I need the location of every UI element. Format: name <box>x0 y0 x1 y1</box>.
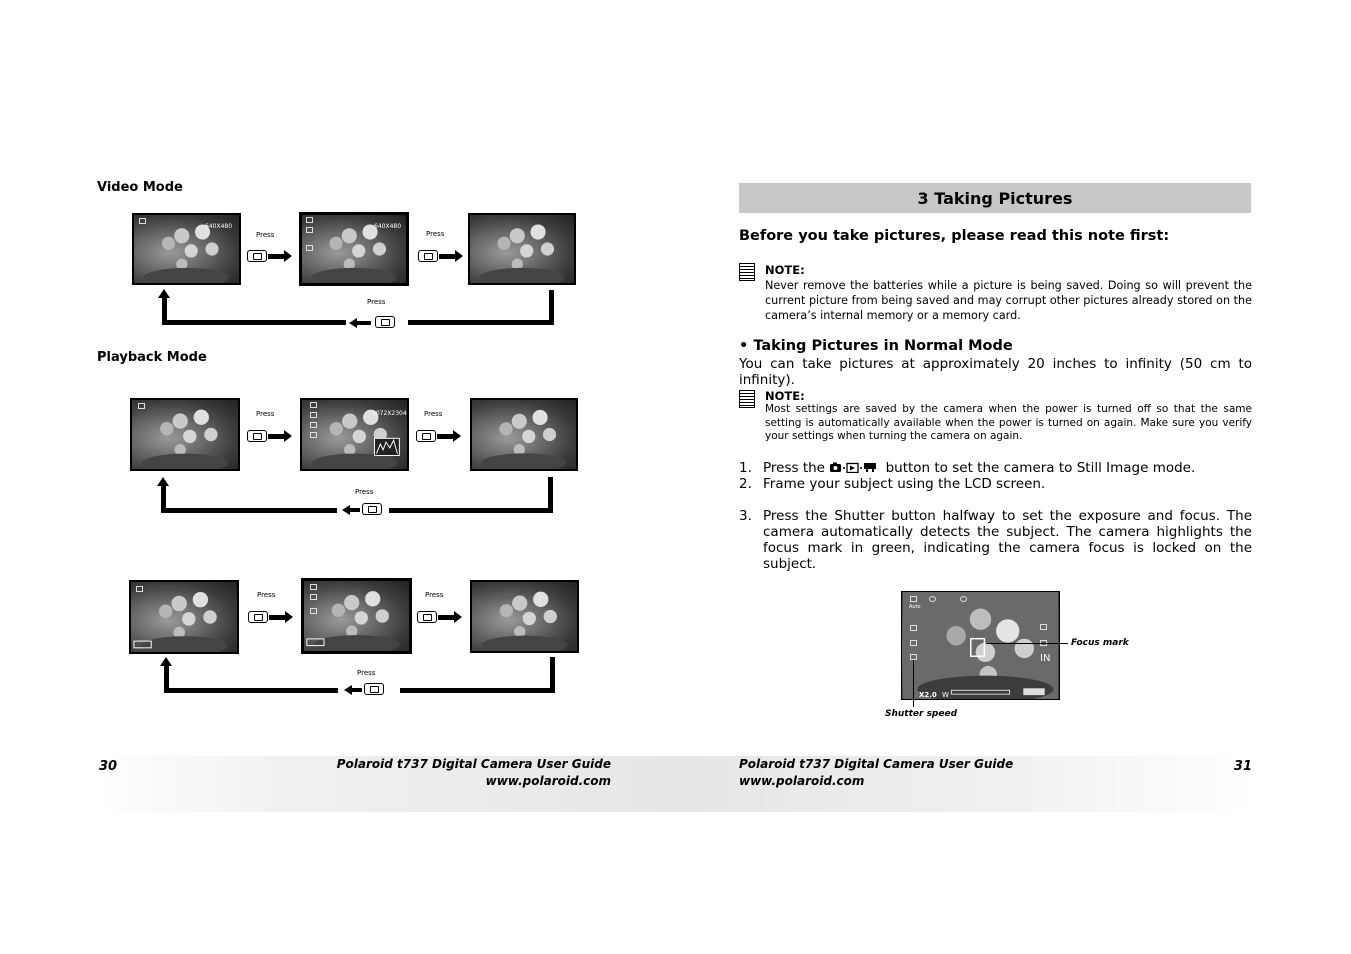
note-intro-heading: Before you take pictures, please read this note first: <box>739 228 1170 244</box>
family-photo-image <box>472 582 577 651</box>
arrow-right-icon <box>453 430 461 442</box>
loop-bottom-line <box>400 688 555 693</box>
step-3-text: Press the Shutter button halfway to set the exposure and focus. The camera automatically detects the subject. The camera highlights the focus mark in green, indicating the camera focus is locked on the subject. <box>763 508 1252 572</box>
loop-right-line <box>549 290 554 325</box>
arrow-left-shaft <box>357 321 371 325</box>
left-page-number: 30 <box>99 759 118 774</box>
playback-video-photo-3 <box>470 580 579 653</box>
family-photo-image <box>132 400 238 469</box>
loop-right-line <box>550 657 555 693</box>
note-icon <box>739 263 755 281</box>
arrow-right-icon <box>454 611 462 623</box>
video-photo-2 <box>299 212 409 286</box>
right-page-number: 31 <box>1233 759 1252 774</box>
arrow-right-shaft <box>268 434 284 439</box>
lcd-wide-label: W <box>942 691 949 699</box>
playback-video-photo-2 <box>301 578 412 654</box>
video-mode-icon <box>139 218 146 224</box>
left-footer-guide-title: Polaroid t737 Digital Camera User Guide <box>336 757 611 771</box>
video-resolution: 640X480 <box>374 223 402 230</box>
family-photo-image <box>304 581 409 651</box>
shutter-speed-leader-line <box>913 660 914 707</box>
chapter-title: 3 Taking Pictures <box>917 189 1073 208</box>
arrow-left-shaft <box>350 508 360 512</box>
step-1-text-post: button to set the camera to Still Image mode. <box>881 460 1196 476</box>
focus-mark-label: Focus mark <box>1071 638 1129 648</box>
left-footer-website: www.polaroid.com <box>485 774 611 788</box>
loop-bottom-line <box>408 320 554 325</box>
macro-icon <box>960 596 967 602</box>
press-label: Press <box>426 230 445 238</box>
arrow-left-icon <box>349 318 357 328</box>
setting-icon <box>310 432 317 438</box>
arrow-right-icon <box>285 611 293 623</box>
arrow-right-icon <box>455 250 463 262</box>
press-label: Press <box>367 298 386 306</box>
family-photo-image <box>131 582 237 652</box>
playback-resolution: 3072X2304 <box>372 410 407 417</box>
mode-button-icon <box>418 250 438 262</box>
step-3-number: 3. <box>739 508 752 524</box>
flash-off-icon <box>929 596 936 602</box>
video-clip-icon <box>136 586 143 592</box>
setting-icon <box>310 412 317 418</box>
setting-icon <box>310 594 317 600</box>
press-label: Press <box>357 669 376 677</box>
loop-bottom-line <box>389 508 553 513</box>
arrow-right-shaft <box>437 434 453 439</box>
loop-right-line <box>548 477 553 513</box>
step-1-text <box>763 460 1252 477</box>
family-photo-image <box>472 400 576 469</box>
section-heading: • Taking Pictures in Normal Mode <box>739 338 1013 354</box>
note-2-label: NOTE: <box>765 389 805 403</box>
mode-button-glyph-icon <box>829 461 881 477</box>
loop-bottom-line <box>162 320 346 325</box>
arrow-up-icon <box>158 289 170 298</box>
lcd-zoom-label: X2.0 <box>919 691 937 699</box>
press-label: Press <box>425 591 444 599</box>
press-label: Press <box>256 231 275 239</box>
setting-icon <box>310 608 317 614</box>
mode-button-icon <box>247 430 267 442</box>
quality-icon <box>1040 624 1047 630</box>
arrow-left-icon <box>344 685 352 695</box>
mode-button-icon <box>248 611 268 623</box>
step-1-text-pre: Press the <box>763 460 830 476</box>
mode-button-icon <box>417 611 437 623</box>
arrow-up-icon <box>157 477 169 486</box>
arrow-right-shaft <box>269 615 285 620</box>
shutter-speed-label: Shutter speed <box>885 709 958 719</box>
arrow-left-icon <box>342 505 350 515</box>
arrow-left-shaft <box>352 688 362 692</box>
press-label: Press <box>355 488 374 496</box>
press-label: Press <box>424 410 443 418</box>
playback-video-photo-1 <box>129 580 239 654</box>
setting-icon <box>306 245 313 251</box>
playback-photo-3 <box>470 398 578 471</box>
arrow-right-shaft <box>268 254 284 259</box>
chapter-banner <box>739 183 1251 213</box>
lcd-family-photo-image <box>902 592 1059 699</box>
mode-button-icon <box>364 683 384 695</box>
right-footer-website: www.polaroid.com <box>739 774 865 788</box>
video-clip-icon <box>310 584 317 590</box>
note-2-text: Most settings are saved by the camera when the power is turned off so that the same setting is automatically available when the power is turned on again. Make sure you verify your settings when turning the camera on again. <box>765 403 1252 442</box>
playback-mode-title: Playback Mode <box>97 350 207 365</box>
setting-icon <box>310 422 317 428</box>
mode-button-icon <box>416 430 436 442</box>
press-label: Press <box>256 410 275 418</box>
step-2-text: Frame your subject using the LCD screen. <box>763 476 1046 492</box>
video-photo-3 <box>468 213 576 285</box>
section-intro: You can take pictures at approximately 20 inches to infinity (50 cm to infinity). <box>739 356 1252 388</box>
setting-icon <box>306 227 313 233</box>
video-resolution: 640X480 <box>205 223 233 230</box>
video-mode-title: Video Mode <box>97 180 183 195</box>
arrow-right-icon <box>284 430 292 442</box>
mode-button-icon <box>362 503 382 515</box>
arrow-right-shaft <box>439 254 455 259</box>
setting-icon <box>910 625 917 631</box>
arrow-right-shaft <box>438 615 454 620</box>
video-mode-icon <box>306 217 313 223</box>
arrow-up-icon <box>160 657 172 666</box>
lcd-auto-label: Auto <box>909 604 921 610</box>
step-2-number: 2. <box>739 476 752 492</box>
family-photo-image <box>470 215 574 283</box>
setting-icon <box>910 640 917 646</box>
loop-bottom-line <box>161 508 337 513</box>
press-label: Press <box>257 591 276 599</box>
lcd-preview <box>901 591 1060 700</box>
mode-button-icon <box>375 316 395 328</box>
loop-bottom-line <box>164 688 338 693</box>
arrow-right-icon <box>284 250 292 262</box>
note-1-text: Never remove the batteries while a picture is being saved. Doing so will prevent the current picture from being saved and may corrupt other pictures already stored on the camera’s internal memory or a memory card. <box>765 279 1252 322</box>
camera-mode-icon <box>910 596 917 602</box>
playback-photo-2 <box>300 398 409 471</box>
playback-icon <box>138 403 145 409</box>
playback-icon <box>310 402 317 408</box>
mode-button-icon <box>247 250 267 262</box>
step-1-number: 1. <box>739 460 752 476</box>
playback-photo-1 <box>130 398 240 471</box>
focus-mark-leader-line <box>986 643 1068 644</box>
note-1-label: NOTE: <box>765 263 805 277</box>
note-icon <box>739 390 755 408</box>
right-footer-guide-title: Polaroid t737 Digital Camera User Guide <box>739 757 1014 771</box>
video-photo-1 <box>132 213 241 285</box>
lcd-memory-label: IN <box>1040 653 1051 664</box>
